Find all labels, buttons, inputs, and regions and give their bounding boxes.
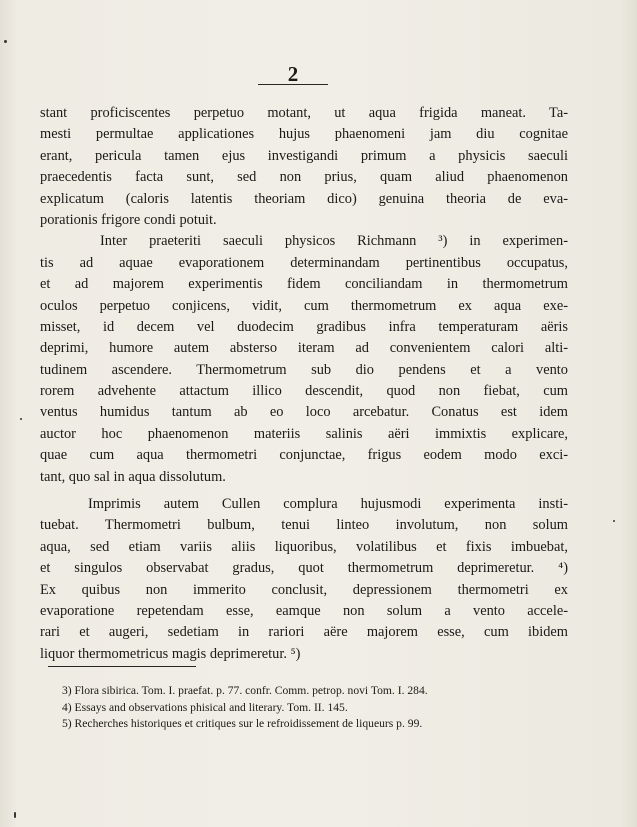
scan-speck (613, 520, 615, 522)
footnote-3: 3) Flora sibirica. Tom. I. praefat. p. 77. confr. Comm. petrop. novi Tom. I. 284. (62, 684, 428, 697)
footnotes (62, 683, 542, 733)
text-line: erant, pericula tamen ejus investigandi primum a physicis saeculi (40, 147, 568, 164)
text-line: tant, quo sal in aqua dissolutum. (40, 468, 226, 485)
text-line: tuebat. Thermometri bulbum, tenui linteo involutum, non solum (40, 517, 568, 534)
text-line: tudinem ascendere. Thermometrum sub dio pendens et a vento (40, 361, 568, 378)
text-line: Ex quibus non immerito conclusit, depressionem thermometri ex (40, 581, 568, 598)
text-line: Imprimis autem Cullen complura hujusmodi experimenta insti- (88, 496, 568, 513)
text-line: explicatum (caloris latentis theoriam dico) genuina theoria de eva- (40, 190, 568, 207)
footnote-4: 4) Essays and observations phisical and literary. Tom. II. 145. (62, 700, 348, 714)
text-line: oculos perpetuo conjicens, vidit, cum thermometrum ex aqua exe- (40, 297, 568, 314)
text-line: ventus humidus tantum ab eo loco arcebatur. Conatus est idem (40, 404, 568, 421)
text-line: evaporatione repetendam esse, eamque non solum a vento accele- (40, 602, 568, 619)
scan-speck (20, 418, 22, 420)
text-line: liquor thermometricus magis deprimeretur. ⁵) (40, 645, 301, 662)
text-line: deprimi, humore autem absterso iteram ad convenientem calori alti- (40, 340, 568, 357)
paragraph-1 (40, 103, 568, 231)
text-line: Inter praeteriti saeculi physicos Richmann ³) in experimen- (100, 233, 568, 250)
text-line: misset, id decem vel duodecim gradibus infra temperaturam aëris (40, 318, 568, 335)
text-line: et singulos observabat gradus, quot thermometrum deprimeretur. ⁴) (40, 560, 568, 577)
text-line: aqua, sed etiam variis aliis liquoribus, volatilibus et fixis imbuebat, (40, 538, 568, 555)
scan-speck (14, 812, 16, 818)
paragraph-2 (40, 231, 568, 488)
footnote-rule (48, 666, 196, 667)
page-number-rule (258, 84, 328, 85)
text-line: et ad majorem experimentis fidem conciliandam in thermometrum (40, 276, 568, 293)
text-line: mesti permultae applicationes hujus phaenomeni jam diu cognitae (40, 126, 568, 143)
body-text (40, 103, 568, 665)
text-line: tis ad aquae evaporationem determinandam pertinentibus occupatus, (40, 254, 568, 271)
paragraph-3 (40, 494, 568, 665)
text-line: stant proficiscentes perpetuo motant, ut aqua frigida maneat. Ta- (40, 105, 568, 121)
text-line: porationis frigore condi potuit. (40, 211, 217, 228)
page-number: 2 (287, 62, 299, 86)
text-line: rari et augeri, sedetiam in rariori aëre majorem esse, cum ibidem (40, 624, 568, 641)
text-line: auctor hoc phaenomenon materiis salinis aëri immixtis explicare, (40, 425, 568, 442)
text-line: praecedentis facta sunt, sed non prius, quam aliud phaenomenon (40, 169, 568, 186)
text-line: quae cum aqua thermometri conjunctae, frigus eodem modo exci- (40, 447, 568, 464)
scan-speck (4, 40, 7, 43)
footnote-5: 5) Recherches historiques et critiques sur le refroidissement de liqueurs p. 99. (62, 717, 423, 730)
text-line: rorem advehente attactum illico descendit, quod non fiebat, cum (40, 383, 568, 400)
